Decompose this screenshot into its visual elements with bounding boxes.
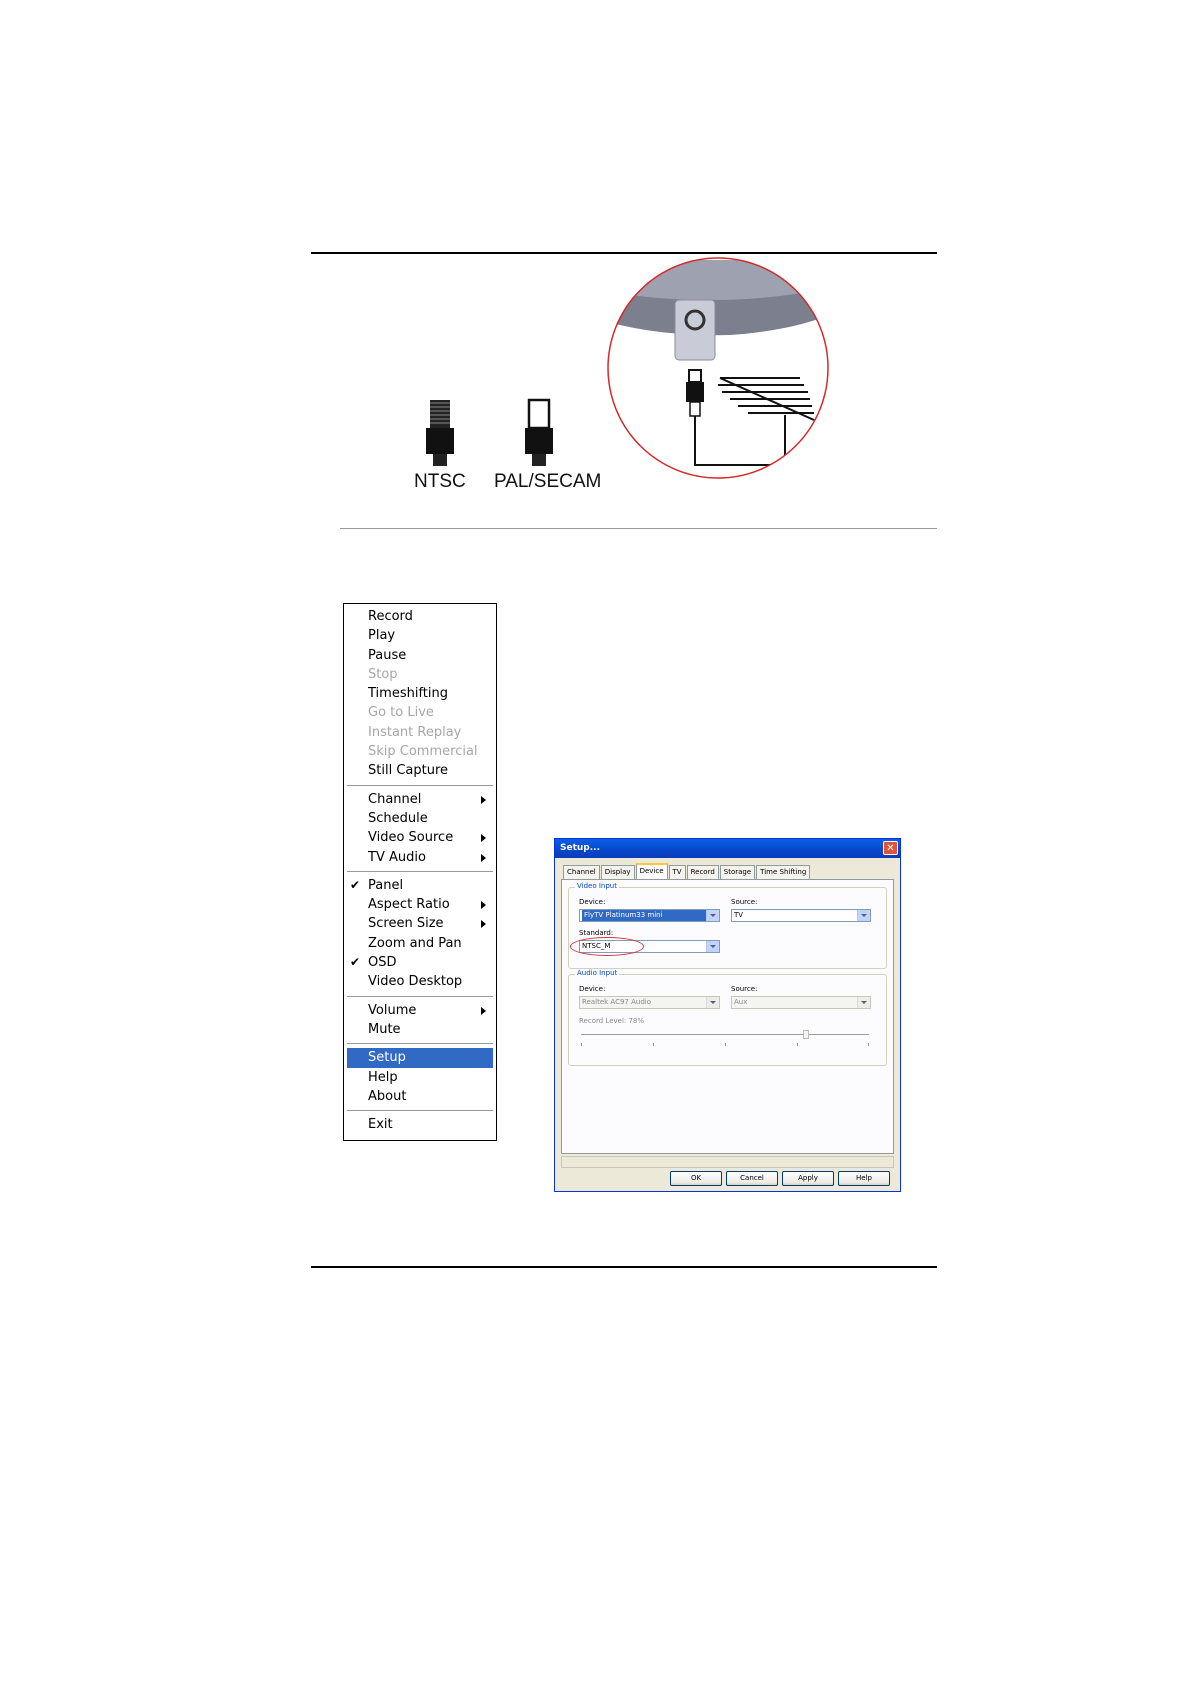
- tab-tv[interactable]: TV: [669, 865, 686, 879]
- submenu-arrow-icon: [481, 901, 486, 909]
- submenu-arrow-icon: [481, 796, 486, 804]
- record-level-label: Record Level: 78%: [579, 1017, 645, 1025]
- menu-item-label: Go to Live: [368, 705, 434, 721]
- slider-tick: [725, 1043, 726, 1046]
- audio-input-title: Audio Input: [577, 969, 618, 977]
- ntsc-plug-icon: [426, 400, 454, 466]
- menu-item-label: Screen Size: [368, 916, 444, 932]
- record-level-slider[interactable]: [581, 1034, 869, 1038]
- pal-secam-label: PAL/SECAM: [494, 471, 602, 492]
- video-source-label: Source:: [731, 898, 758, 906]
- menu-item-skip-commercial[interactable]: [344, 742, 496, 761]
- top-rule: [311, 252, 937, 254]
- menu-item-label: Help: [368, 1069, 398, 1085]
- tab-time-shifting[interactable]: Time Shifting: [756, 865, 810, 879]
- slider-tick: [797, 1043, 798, 1046]
- menu-item-label: About: [368, 1088, 407, 1104]
- menu-item-record[interactable]: [344, 607, 496, 626]
- video-device-select[interactable]: [579, 909, 720, 922]
- tab-strip: [563, 865, 811, 879]
- tv-connector-illustration: [400, 255, 840, 500]
- audio-source-select[interactable]: [731, 996, 871, 1009]
- tab-device[interactable]: Device: [636, 863, 668, 880]
- menu-item-zoom-and-pan[interactable]: [344, 934, 496, 953]
- menu-item-channel[interactable]: [344, 790, 496, 809]
- menu-item-label: Timeshifting: [368, 686, 448, 702]
- checkmark-icon: ✔: [350, 955, 361, 970]
- menu-item-exit[interactable]: [344, 1115, 496, 1134]
- menu-item-label: Skip Commercial: [368, 744, 478, 760]
- audio-source-label: Source:: [731, 985, 758, 993]
- menu-item-label: Still Capture: [368, 763, 449, 779]
- menu-item-label: Schedule: [368, 810, 428, 826]
- dialog-title-bar: [555, 839, 900, 858]
- submenu-arrow-icon: [481, 854, 486, 862]
- close-icon[interactable]: ✕: [883, 841, 898, 855]
- slider-tick: [868, 1043, 869, 1046]
- tab-channel[interactable]: Channel: [563, 865, 600, 879]
- menu-item-still-capture[interactable]: [344, 761, 496, 780]
- menu-item-play[interactable]: [344, 626, 496, 645]
- menu-item-pause[interactable]: [344, 646, 496, 665]
- menu-item-mute[interactable]: [344, 1020, 496, 1039]
- menu-item-about[interactable]: [344, 1087, 496, 1106]
- menu-item-label: Exit: [368, 1117, 393, 1133]
- record-level-thumb[interactable]: [803, 1030, 809, 1039]
- audio-device-label: Device:: [579, 985, 606, 993]
- video-device-value: FlyTV Platinum33 mini: [582, 910, 710, 921]
- chevron-down-icon[interactable]: [857, 997, 870, 1008]
- menu-item-help[interactable]: [344, 1068, 496, 1087]
- ok-button[interactable]: OK: [670, 1171, 722, 1186]
- submenu-arrow-icon: [481, 920, 486, 928]
- submenu-arrow-icon: [481, 1007, 486, 1015]
- slider-tick: [581, 1043, 582, 1046]
- menu-item-label: Panel: [368, 877, 404, 893]
- menu-separator: [347, 1110, 493, 1111]
- audio-device-value: Realtek AC97 Audio: [582, 998, 652, 1006]
- menu-item-label: Video Source: [368, 830, 454, 846]
- menu-item-label: Aspect Ratio: [368, 897, 450, 913]
- ntsc-label: NTSC: [414, 471, 466, 492]
- menu-item-stop[interactable]: [344, 665, 496, 684]
- menu-item-osd[interactable]: [344, 953, 496, 972]
- menu-item-label: Instant Replay: [368, 724, 462, 740]
- tab-record[interactable]: Record: [687, 865, 719, 879]
- chevron-down-icon[interactable]: [706, 941, 719, 952]
- menu-item-label: Pause: [368, 647, 407, 663]
- apply-button[interactable]: Apply: [782, 1171, 834, 1186]
- dialog-title: Setup...: [560, 843, 600, 853]
- menu-item-timeshifting[interactable]: [344, 684, 496, 703]
- menu-item-label: Record: [368, 609, 413, 624]
- menu-item-label: Stop: [368, 666, 398, 682]
- menu-separator: [347, 871, 493, 872]
- highlight-circle: [570, 937, 644, 956]
- menu-item-label: Volume: [368, 1002, 417, 1018]
- menu-item-volume[interactable]: [344, 1001, 496, 1020]
- menu-item-label: Mute: [368, 1021, 401, 1037]
- menu-item-instant-replay[interactable]: [344, 723, 496, 742]
- menu-item-panel[interactable]: [344, 876, 496, 895]
- menu-item-tv-audio[interactable]: [344, 848, 496, 867]
- device-tab-panel: [561, 879, 894, 1154]
- menu-item-screen-size[interactable]: [344, 914, 496, 933]
- menu-item-label: Play: [368, 628, 396, 644]
- menu-item-video-desktop[interactable]: [344, 972, 496, 991]
- menu-item-label: Zoom and Pan: [368, 935, 462, 951]
- tab-storage[interactable]: Storage: [720, 865, 755, 879]
- audio-input-group: [568, 969, 887, 1066]
- standard-label: Standard:: [579, 929, 614, 937]
- video-source-value: TV: [734, 911, 744, 919]
- checkmark-icon: ✔: [350, 877, 361, 892]
- chevron-down-icon[interactable]: [706, 997, 719, 1008]
- chevron-down-icon[interactable]: [706, 910, 719, 921]
- audio-device-select[interactable]: [579, 996, 720, 1009]
- tab-display[interactable]: Display: [601, 865, 635, 879]
- video-input-title: Video Input: [577, 882, 617, 890]
- status-bar: [561, 1156, 894, 1168]
- audio-source-value: Aux: [734, 998, 748, 1006]
- context-menu: [343, 603, 497, 1141]
- video-input-group: [568, 882, 887, 969]
- video-device-label: Device:: [579, 898, 606, 906]
- menu-separator: [347, 785, 493, 786]
- menu-item-setup[interactable]: [347, 1048, 493, 1067]
- bottom-rule: [311, 1266, 937, 1268]
- submenu-arrow-icon: [481, 834, 486, 842]
- menu-item-label: Channel: [368, 791, 422, 807]
- chevron-down-icon[interactable]: [857, 910, 870, 921]
- menu-item-go-to-live[interactable]: [344, 703, 496, 722]
- menu-item-aspect-ratio[interactable]: [344, 895, 496, 914]
- video-source-select[interactable]: [731, 909, 871, 922]
- slider-tick: [653, 1043, 654, 1046]
- menu-item-label: Setup: [368, 1050, 406, 1066]
- menu-item-schedule[interactable]: [344, 809, 496, 828]
- help-button[interactable]: Help: [838, 1171, 890, 1186]
- standard-value: NTSC_M: [582, 942, 611, 950]
- menu-item-label: Video Desktop: [368, 974, 463, 990]
- menu-separator: [347, 1043, 493, 1044]
- menu-item-video-source[interactable]: [344, 828, 496, 847]
- cancel-button[interactable]: Cancel: [726, 1171, 778, 1186]
- middle-rule: [340, 528, 937, 529]
- menu-item-label: OSD: [368, 955, 397, 971]
- setup-dialog: [554, 838, 901, 1192]
- notebook-port-inset: [600, 255, 840, 500]
- pal-secam-plug-icon: [525, 400, 553, 466]
- menu-item-label: TV Audio: [368, 849, 426, 865]
- menu-separator: [347, 996, 493, 997]
